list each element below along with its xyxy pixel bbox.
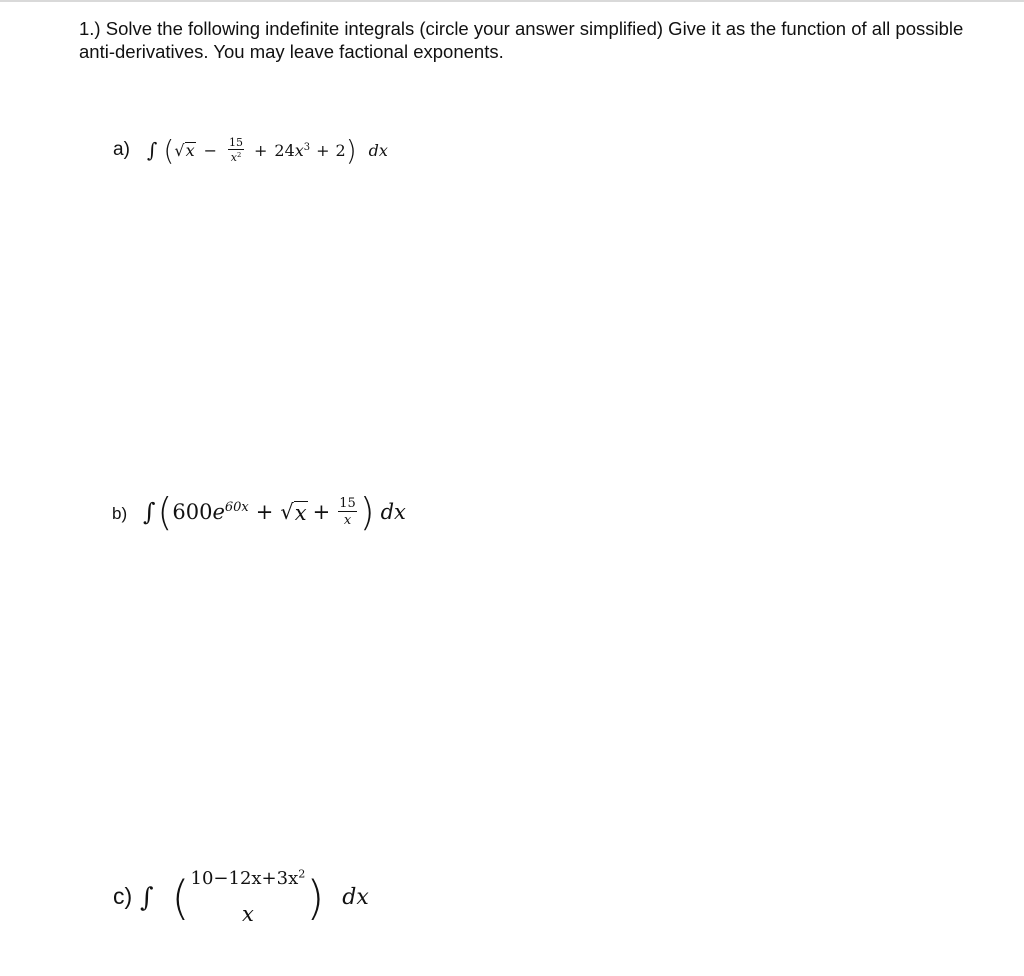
- plus-sign: +: [254, 140, 268, 160]
- fraction-numerator: 15: [339, 496, 356, 511]
- sqrt-radicand: x: [185, 140, 195, 160]
- open-paren: (: [163, 133, 175, 167]
- close-paren: ): [359, 490, 375, 534]
- fraction: [338, 497, 357, 527]
- question-text: 1.) Solve the following indefinite integrals (circle your answer simplified) Give it as the function of all possible anti-derivatives. You may leave factional exponents.: [79, 18, 964, 62]
- differential: dx: [368, 140, 388, 160]
- differential: dx: [342, 885, 369, 910]
- sqrt-term: √ x: [174, 140, 195, 160]
- sqrt-radicand: x: [294, 500, 307, 525]
- minus-sign: −: [203, 140, 217, 160]
- integral-sign: ∫: [140, 882, 154, 913]
- part-b-expression: [143, 488, 406, 536]
- fraction-denominator: x: [242, 902, 254, 926]
- fraction-denominator: x: [343, 513, 352, 528]
- close-paren: ): [345, 133, 357, 167]
- exponential-term: $600e^{60x}$: [172, 500, 249, 524]
- part-a-expression: [147, 131, 388, 169]
- fraction-denominator: $x^2$: [230, 150, 242, 164]
- part-c-expression: [140, 860, 369, 935]
- constant-term: 2: [335, 140, 346, 160]
- fraction-numerator: 15: [229, 136, 243, 149]
- cubic-term: $24x^3$: [274, 140, 311, 160]
- fraction-numerator: $10-12x+3x^2$: [190, 867, 306, 889]
- fraction: [228, 137, 244, 163]
- differential: dx: [380, 500, 406, 524]
- integral-sign: ∫: [143, 498, 156, 526]
- fraction: [190, 867, 306, 926]
- plus-sign: +: [255, 500, 274, 524]
- page-top-border: [0, 0, 1024, 2]
- plus-sign-2: +: [316, 140, 330, 160]
- plus-sign-2: +: [312, 500, 331, 524]
- close-paren: ): [306, 870, 325, 925]
- part-c-label: c): [113, 883, 133, 909]
- part-a-label: a): [113, 139, 130, 160]
- open-paren: (: [171, 870, 190, 925]
- part-b-label: b): [112, 504, 128, 523]
- sqrt-term: √ x: [280, 500, 307, 525]
- integral-sign: ∫: [147, 138, 158, 162]
- open-paren: (: [157, 490, 173, 534]
